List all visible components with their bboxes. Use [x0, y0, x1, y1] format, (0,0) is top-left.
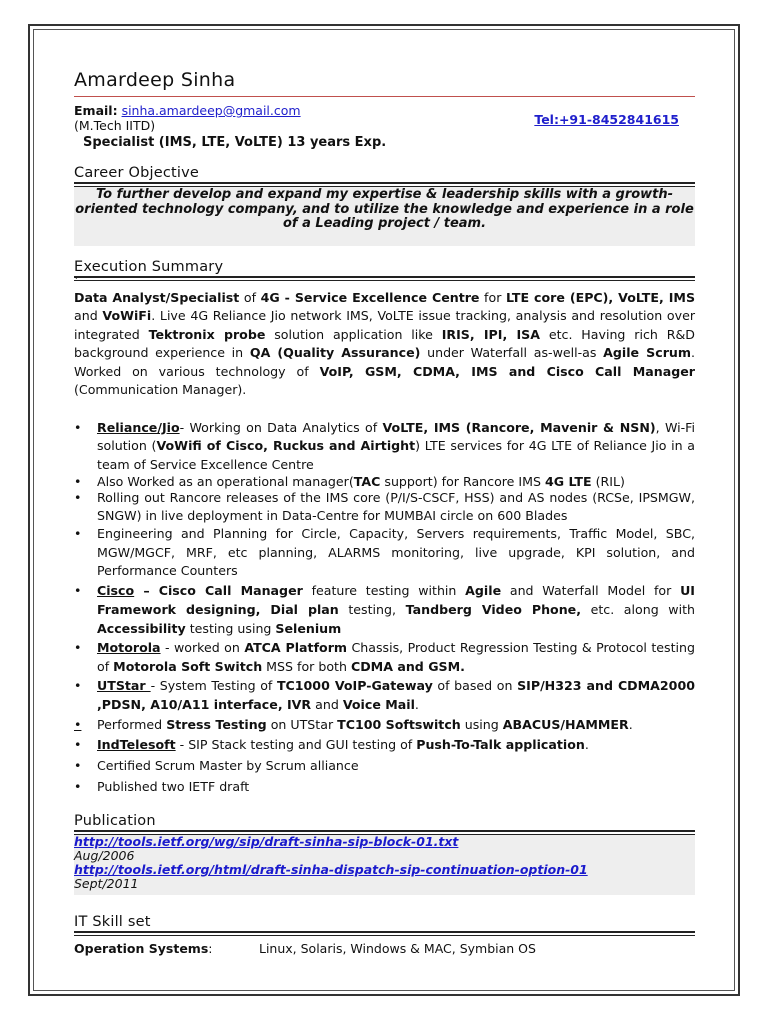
email-link[interactable]: sinha.amardeep@gmail.com [121, 103, 301, 118]
summary-text: under Waterfall as-well-as [420, 345, 604, 360]
company-cisco: Cisco [97, 582, 135, 598]
bullet-icon: • [74, 526, 82, 541]
item-text: - System Testing of [150, 677, 277, 693]
item-text: (RIL) [591, 474, 625, 489]
bullet-icon: • [74, 419, 82, 435]
list-item [74, 638, 695, 676]
item-bold: Motorola Soft Switch [113, 658, 263, 674]
summary-paragraph [74, 289, 695, 400]
item-text: - worked on [160, 639, 245, 655]
os-label: Operation Systems [74, 941, 209, 956]
summary-bold: LTE core (EPC), VoLTE, IMS [505, 289, 696, 305]
item-text: etc. along with [581, 601, 696, 617]
item-bold: UI Framework designing, Dial plan [97, 582, 695, 617]
bullet-icon: • [74, 716, 82, 732]
item-text: feature testing within [302, 582, 466, 598]
publication-date-2: Sept/2011 [74, 876, 139, 891]
item-text: - Working on Data Analytics of [179, 419, 383, 435]
summary-bold: VoIP, GSM, CDMA, IMS and Cisco Call Manager [319, 363, 695, 379]
list-item [74, 489, 695, 525]
section-rule [74, 931, 695, 936]
tick-mark: ` [74, 276, 79, 288]
item-text: on UTStar [266, 716, 338, 732]
os-label-wrapper [74, 941, 212, 956]
summary-bold: 4G - Service Excellence Centre [260, 289, 480, 305]
item-text: Published two IETF draft [97, 779, 250, 794]
career-objective-text: To further develop and expand my expertise & leadership skills with a growth-oriented technology company, and to utilize the knowledge and experience in a role of a Leading project / team. [74, 187, 695, 246]
item-bold: TAC [353, 474, 381, 489]
item-text: Rolling out Rancore releases of the IMS core (P/I/S-CSCF, HSS) and AS nodes (RCSe, IPSMGW, SNGW) in live deployment in Data-Centre for MUMBAI circle on 600 Blades [97, 490, 695, 523]
item-text: Engineering and Planning for Circle, Capacity, Servers requirements, Traffic Model, SBC, MGW/MGCF, MRF, etc planning, ALARMS monitoring, live upgrade, KPI solution, and Performance Counters [97, 526, 695, 578]
list-item [74, 419, 695, 475]
item-text: and Waterfall Model for [501, 582, 681, 598]
item-text: . [628, 716, 633, 732]
item-text: . [414, 697, 419, 712]
item-text: ) LTE services for 4G LTE of Reliance Jio in a team of Service Excellence Centre [97, 438, 695, 472]
bullet-icon: • [74, 490, 82, 505]
item-bold: TC100 Softswitch [337, 716, 461, 732]
item-bold: TC1000 VoIP-Gateway [276, 677, 433, 693]
summary-text: . Live 4G Reliance Jio network IMS, VoLTE issue tracking, analysis and resolution over integrated [74, 308, 695, 342]
item-bold: Agile [465, 582, 502, 598]
summary-bold: VoWiFi [102, 308, 152, 323]
summary-text: etc. Having rich R&D background experience in [74, 326, 695, 360]
item-bold: Voice Mail [342, 697, 415, 712]
it-skills-section [74, 913, 695, 957]
bullet-icon: • [74, 758, 82, 773]
bullet-icon: • [74, 779, 82, 794]
skill-row-os [74, 941, 695, 957]
publication-section [74, 812, 695, 895]
item-text: of based on [432, 677, 518, 693]
item-text: . [584, 737, 589, 752]
publication-date-1: Aug/2006 [74, 848, 135, 863]
item-text: MSS for both [262, 658, 351, 674]
it-skills-heading: IT Skill set [74, 914, 151, 930]
item-text: Performed [97, 716, 167, 732]
resume-content [74, 68, 695, 957]
company-reliance-jio: Reliance/Jio [97, 419, 180, 435]
item-bold: ABACUS/HAMMER [502, 716, 629, 732]
summary-bold: QA (Quality Assurance) [249, 345, 421, 360]
publication-heading: Publication [74, 813, 156, 829]
list-item [74, 474, 695, 489]
summary-text: (Communication Manager). [74, 382, 247, 397]
summary-bold: Agile Scrum [603, 345, 691, 360]
publication-link-2[interactable]: http://tools.ietf.org/html/draft-sinha-dispatch-sip-continuation-option-01 [74, 862, 588, 877]
item-text: Certified Scrum Master by Scrum alliance [97, 758, 359, 773]
item-bold: Accessibility [97, 620, 186, 636]
header-divider [74, 96, 695, 97]
item-bold: VoWifi of Cisco, Ruckus and Airtight [156, 438, 416, 453]
summary-text: of [239, 289, 261, 305]
item-text: - SIP Stack testing and GUI testing of [175, 737, 417, 752]
item-text: Chassis, Product Regression Testing & Protocol testing of [97, 639, 696, 674]
bullet-icon: • [74, 474, 82, 489]
execution-summary-section [74, 258, 695, 798]
item-text: testing using [185, 620, 276, 636]
list-item [74, 581, 695, 638]
publication-link-1[interactable]: http://tools.ietf.org/wg/sip/draft-sinha-sip-block-01.txt [74, 834, 459, 849]
item-text: and [311, 697, 343, 712]
experience-list [74, 419, 695, 798]
item-bold: 4G LTE [545, 474, 592, 489]
item-bold: Selenium [275, 620, 342, 636]
list-item [74, 525, 695, 581]
summary-text: . Worked on various technology of [74, 345, 696, 379]
company-motorola: Motorola [97, 639, 161, 655]
item-bold: Push-To-Talk application [416, 737, 585, 752]
list-item [74, 676, 695, 715]
company-indtelesoft: IndTelesoft [97, 737, 176, 752]
education-text: (M.Tech IITD) [74, 118, 156, 133]
bullet-icon: • [74, 737, 82, 752]
telephone-link[interactable]: Tel:+91-8452841615 [534, 112, 679, 127]
os-colon: : [208, 941, 213, 956]
summary-bold: Tektronix probe [148, 326, 266, 342]
list-item [74, 715, 695, 735]
candidate-name: Amardeep Sinha [74, 69, 236, 91]
item-text: support) for Rancore IMS [380, 474, 545, 489]
item-bold: – Cisco Call Manager [134, 582, 303, 598]
item-bold: SIP/H323 and CDMA2000 ,PDSN, A10/A11 interface, IVR [97, 677, 695, 712]
summary-text: for [479, 289, 506, 305]
contact-block [74, 103, 695, 133]
item-text: using [460, 716, 503, 732]
item-text: , Wi-Fi solution ( [97, 419, 696, 453]
item-bold: VoLTE, IMS (Rancore, Mavenir & NSN) [382, 419, 656, 435]
execution-summary-heading: Execution Summary [74, 258, 224, 275]
list-item [74, 734, 695, 755]
bullet-icon: • [74, 582, 82, 598]
bullet-icon: • [74, 639, 82, 655]
item-bold: CDMA and GSM. [350, 658, 465, 674]
item-text: Also Worked as an operational manager( [97, 474, 354, 489]
role-text: Data Analyst/Specialist [74, 289, 240, 305]
publication-box [74, 835, 695, 895]
career-objective-heading: Career Objective [74, 165, 200, 181]
item-text: testing, [338, 601, 406, 617]
bullet-icon: • [74, 677, 82, 693]
summary-bold: IRIS, IPI, ISA [441, 326, 540, 342]
list-item [74, 755, 695, 776]
specialist-title: Specialist (IMS, LTE, VoLTE) 13 years Exp. [83, 135, 387, 150]
item-bold: ATCA Platform [244, 639, 348, 655]
company-utstar: UTStar [97, 677, 151, 693]
os-value: Linux, Solaris, Windows & MAC, Symbian OS [259, 941, 536, 956]
item-bold: Stress Testing [166, 716, 267, 732]
item-bold: Tandberg Video Phone, [405, 601, 582, 617]
career-objective-section [74, 164, 695, 246]
email-label: Email: [74, 103, 118, 118]
summary-text: and [74, 308, 103, 323]
list-item [74, 776, 695, 797]
summary-text: solution application like [265, 326, 442, 342]
